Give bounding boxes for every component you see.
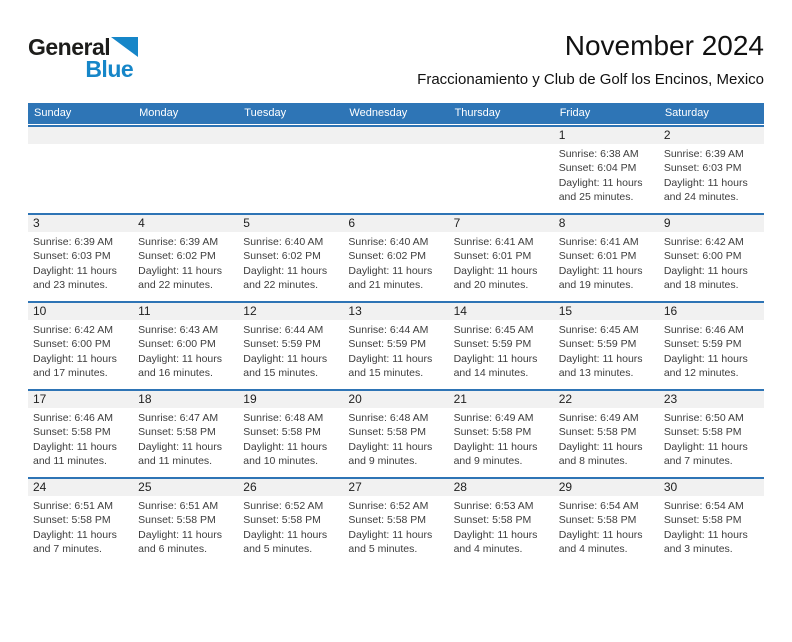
day-cell-details (659, 144, 764, 205)
day-number: 6 (343, 215, 448, 232)
page-subtitle: Fraccionamiento y Club de Golf los Encinos, Mexico (417, 71, 764, 88)
daylight-text-line1: Daylight: 11 hours (33, 528, 117, 541)
day-cell-15 (554, 303, 659, 389)
sunrise-text: Sunrise: 6:41 AM (453, 236, 534, 248)
daylight-text-line2: and 21 minutes. (348, 279, 424, 292)
weekday-tuesday: Tuesday (244, 107, 287, 119)
daylight-text-line2: and 20 minutes. (453, 279, 529, 292)
day-number (449, 127, 554, 144)
day-cell-22 (554, 391, 659, 477)
sunrise-text: Sunrise: 6:51 AM (138, 500, 219, 512)
sunset-text: Sunset: 6:03 PM (33, 250, 111, 263)
day-cell-28 (449, 479, 554, 565)
day-cell-20 (343, 391, 448, 477)
day-number: 9 (659, 215, 764, 232)
sunset-text: Sunset: 5:58 PM (33, 426, 111, 439)
daylight-text-line1: Daylight: 11 hours (558, 352, 643, 365)
logo-text-general: General (28, 34, 111, 60)
sunset-text: Sunset: 5:58 PM (558, 514, 637, 527)
empty-day-cell (28, 127, 133, 213)
sunrise-text: Sunrise: 6:54 AM (558, 500, 639, 512)
day-number: 13 (343, 303, 448, 320)
sunset-text: Sunset: 5:59 PM (558, 338, 637, 351)
daylight-text-line1: Daylight: 11 hours (243, 264, 328, 277)
sunset-text: Sunset: 5:59 PM (243, 338, 321, 351)
daylight-text-line1: Daylight: 11 hours (663, 352, 748, 365)
day-number: 29 (554, 479, 659, 496)
daylight-text-line2: and 15 minutes. (243, 367, 318, 380)
sunset-text: Sunset: 5:58 PM (663, 426, 742, 439)
day-number (343, 127, 448, 144)
day-cell-details (133, 496, 238, 557)
sunrise-text: Sunrise: 6:48 AM (348, 412, 429, 424)
sunrise-text: Sunrise: 6:49 AM (453, 412, 534, 424)
day-cell-details (28, 408, 133, 469)
sunrise-text: Sunrise: 6:38 AM (558, 148, 639, 160)
day-number: 27 (343, 479, 448, 496)
day-cell-details (554, 144, 659, 205)
daylight-text-line1: Daylight: 11 hours (453, 352, 538, 365)
sunset-text: Sunset: 5:59 PM (663, 338, 742, 351)
page-header (28, 30, 764, 103)
daylight-text-line1: Daylight: 11 hours (138, 352, 222, 365)
daylight-text-line1: Daylight: 11 hours (663, 264, 748, 277)
day-cell-details (449, 320, 554, 381)
day-cell-details (133, 232, 238, 293)
daylight-text-line2: and 5 minutes. (243, 543, 313, 556)
daylight-text-line1: Daylight: 11 hours (33, 440, 117, 453)
daylight-text-line2: and 11 minutes. (33, 455, 107, 468)
daylight-text-line2: and 19 minutes. (558, 279, 634, 292)
day-number: 18 (133, 391, 238, 408)
sunrise-text: Sunrise: 6:39 AM (33, 236, 113, 248)
daylight-text-line1: Daylight: 11 hours (663, 528, 748, 541)
sunrise-text: Sunrise: 6:42 AM (663, 236, 744, 248)
sunset-text: Sunset: 6:00 PM (663, 250, 742, 263)
day-cell-details (28, 232, 133, 293)
title-block (417, 30, 764, 88)
logo-text-blue: Blue (85, 56, 134, 82)
day-cell-details (238, 232, 343, 293)
sunset-text: Sunset: 6:03 PM (663, 162, 742, 175)
day-cell-16 (659, 303, 764, 389)
day-cell-details (238, 496, 343, 557)
day-number (28, 127, 133, 144)
day-number: 11 (133, 303, 238, 320)
day-cell-24 (28, 479, 133, 565)
day-cell-10 (28, 303, 133, 389)
sunrise-text: Sunrise: 6:44 AM (243, 324, 324, 336)
sunrise-text: Sunrise: 6:45 AM (453, 324, 534, 336)
day-cell-23 (659, 391, 764, 477)
day-number: 24 (28, 479, 133, 496)
week-row (28, 389, 764, 477)
empty-day-cell (238, 127, 343, 213)
day-cell-13 (343, 303, 448, 389)
sunrise-text: Sunrise: 6:41 AM (558, 236, 639, 248)
day-number: 17 (28, 391, 133, 408)
sunrise-text: Sunrise: 6:46 AM (663, 324, 744, 336)
sunset-text: Sunset: 6:02 PM (243, 250, 321, 263)
day-cell-details (659, 408, 764, 469)
day-number: 19 (238, 391, 343, 408)
day-cell-18 (133, 391, 238, 477)
sunrise-text: Sunrise: 6:48 AM (243, 412, 324, 424)
daylight-text-line1: Daylight: 11 hours (243, 352, 328, 365)
sunrise-text: Sunrise: 6:39 AM (138, 236, 219, 248)
day-cell-27 (343, 479, 448, 565)
day-cell-details (343, 496, 448, 557)
daylight-text-line2: and 15 minutes. (348, 367, 424, 380)
sunset-text: Sunset: 5:58 PM (138, 514, 216, 527)
day-cell-3 (28, 215, 133, 301)
daylight-text-line2: and 9 minutes. (453, 455, 523, 468)
sunrise-text: Sunrise: 6:43 AM (138, 324, 219, 336)
day-number: 5 (238, 215, 343, 232)
daylight-text-line2: and 6 minutes. (138, 543, 208, 556)
daylight-text-line2: and 23 minutes. (33, 279, 108, 292)
calendar-grid (28, 125, 764, 565)
day-cell-21 (449, 391, 554, 477)
daylight-text-line2: and 7 minutes. (33, 543, 102, 556)
daylight-text-line1: Daylight: 11 hours (348, 440, 433, 453)
day-number: 7 (449, 215, 554, 232)
daylight-text-line2: and 7 minutes. (663, 455, 733, 468)
daylight-text-line2: and 10 minutes. (243, 455, 318, 468)
day-number (133, 127, 238, 144)
sunset-text: Sunset: 6:02 PM (348, 250, 427, 263)
weekday-saturday: Saturday (664, 107, 709, 119)
week-row (28, 301, 764, 389)
weekday-friday: Friday (559, 107, 591, 119)
day-cell-details (343, 320, 448, 381)
day-cell-7 (449, 215, 554, 301)
sunset-text: Sunset: 5:58 PM (138, 426, 216, 439)
sunrise-text: Sunrise: 6:42 AM (33, 324, 113, 336)
day-cell-2 (659, 127, 764, 213)
day-cell-5 (238, 215, 343, 301)
daylight-text-line1: Daylight: 11 hours (348, 352, 433, 365)
day-cell-details (659, 320, 764, 381)
sunset-text: Sunset: 5:58 PM (453, 426, 532, 439)
day-number: 10 (28, 303, 133, 320)
day-cell-17 (28, 391, 133, 477)
day-number: 16 (659, 303, 764, 320)
daylight-text-line1: Daylight: 11 hours (138, 440, 222, 453)
sunset-text: Sunset: 5:58 PM (348, 426, 427, 439)
daylight-text-line1: Daylight: 11 hours (663, 440, 748, 453)
sunrise-text: Sunrise: 6:54 AM (663, 500, 744, 512)
sunrise-text: Sunrise: 6:52 AM (243, 500, 324, 512)
empty-day-cell (133, 127, 238, 213)
day-cell-details (343, 408, 448, 469)
daylight-text-line2: and 16 minutes. (138, 367, 213, 380)
sunset-text: Sunset: 6:01 PM (558, 250, 637, 263)
day-number: 1 (554, 127, 659, 144)
day-cell-6 (343, 215, 448, 301)
day-cell-details (238, 320, 343, 381)
day-cell-details (554, 496, 659, 557)
day-cell-details (343, 232, 448, 293)
empty-day-cell (449, 127, 554, 213)
day-number: 25 (133, 479, 238, 496)
sunrise-text: Sunrise: 6:53 AM (453, 500, 534, 512)
daylight-text-line2: and 13 minutes. (558, 367, 634, 380)
daylight-text-line1: Daylight: 11 hours (138, 264, 222, 277)
sunrise-text: Sunrise: 6:47 AM (138, 412, 219, 424)
sunrise-text: Sunrise: 6:49 AM (558, 412, 639, 424)
sunrise-text: Sunrise: 6:40 AM (348, 236, 429, 248)
day-cell-details (659, 496, 764, 557)
day-cell-details (133, 320, 238, 381)
daylight-text-line1: Daylight: 11 hours (453, 264, 538, 277)
daylight-text-line1: Daylight: 11 hours (243, 440, 328, 453)
day-cell-8 (554, 215, 659, 301)
day-cell-30 (659, 479, 764, 565)
day-number (238, 127, 343, 144)
sunset-text: Sunset: 6:00 PM (33, 338, 111, 351)
day-number: 26 (238, 479, 343, 496)
sunrise-text: Sunrise: 6:50 AM (663, 412, 744, 424)
day-cell-details (133, 408, 238, 469)
day-number: 2 (659, 127, 764, 144)
week-row (28, 125, 764, 213)
day-cell-details (449, 232, 554, 293)
day-cell-1 (554, 127, 659, 213)
sunset-text: Sunset: 5:58 PM (33, 514, 111, 527)
day-number: 20 (343, 391, 448, 408)
daylight-text-line2: and 9 minutes. (348, 455, 418, 468)
day-cell-details (28, 320, 133, 381)
daylight-text-line2: and 14 minutes. (453, 367, 529, 380)
day-number: 12 (238, 303, 343, 320)
daylight-text-line2: and 12 minutes. (663, 367, 739, 380)
week-row (28, 477, 764, 565)
sunset-text: Sunset: 5:58 PM (453, 514, 532, 527)
daylight-text-line2: and 22 minutes. (243, 279, 318, 292)
daylight-text-line2: and 25 minutes. (558, 191, 634, 204)
sunrise-text: Sunrise: 6:46 AM (33, 412, 113, 424)
week-row (28, 213, 764, 301)
sunrise-text: Sunrise: 6:51 AM (33, 500, 113, 512)
sunrise-text: Sunrise: 6:45 AM (558, 324, 639, 336)
daylight-text-line2: and 5 minutes. (348, 543, 418, 556)
day-cell-details (449, 496, 554, 557)
sunset-text: Sunset: 5:58 PM (558, 426, 637, 439)
day-cell-25 (133, 479, 238, 565)
weekday-thursday: Thursday (454, 107, 501, 119)
daylight-text-line2: and 4 minutes. (453, 543, 523, 556)
weekday-header (28, 103, 764, 124)
day-cell-26 (238, 479, 343, 565)
sunset-text: Sunset: 6:01 PM (453, 250, 532, 263)
daylight-text-line1: Daylight: 11 hours (33, 264, 117, 277)
sunrise-text: Sunrise: 6:40 AM (243, 236, 324, 248)
day-number: 8 (554, 215, 659, 232)
day-number: 28 (449, 479, 554, 496)
day-cell-12 (238, 303, 343, 389)
daylight-text-line1: Daylight: 11 hours (453, 440, 538, 453)
sunset-text: Sunset: 6:04 PM (558, 162, 637, 175)
weekday-wednesday: Wednesday (349, 107, 408, 119)
daylight-text-line2: and 4 minutes. (558, 543, 628, 556)
daylight-text-line1: Daylight: 11 hours (558, 176, 643, 189)
day-cell-details (28, 496, 133, 557)
daylight-text-line1: Daylight: 11 hours (453, 528, 538, 541)
sunset-text: Sunset: 5:58 PM (243, 426, 321, 439)
day-number: 15 (554, 303, 659, 320)
daylight-text-line2: and 24 minutes. (663, 191, 739, 204)
day-number: 14 (449, 303, 554, 320)
daylight-text-line2: and 8 minutes. (558, 455, 628, 468)
daylight-text-line1: Daylight: 11 hours (558, 264, 643, 277)
sunset-text: Sunset: 5:59 PM (453, 338, 532, 351)
sunset-text: Sunset: 5:58 PM (663, 514, 742, 527)
day-number: 4 (133, 215, 238, 232)
day-cell-4 (133, 215, 238, 301)
daylight-text-line1: Daylight: 11 hours (348, 528, 433, 541)
sunrise-text: Sunrise: 6:52 AM (348, 500, 429, 512)
sunset-text: Sunset: 5:58 PM (348, 514, 427, 527)
day-cell-details (238, 408, 343, 469)
day-number: 21 (449, 391, 554, 408)
daylight-text-line1: Daylight: 11 hours (558, 528, 643, 541)
day-cell-details (449, 408, 554, 469)
daylight-text-line2: and 18 minutes. (663, 279, 739, 292)
daylight-text-line1: Daylight: 11 hours (138, 528, 222, 541)
day-cell-details (554, 320, 659, 381)
sunset-text: Sunset: 6:02 PM (138, 250, 216, 263)
daylight-text-line2: and 17 minutes. (33, 367, 108, 380)
day-number: 23 (659, 391, 764, 408)
weekday-sunday: Sunday (34, 107, 72, 119)
daylight-text-line2: and 3 minutes. (663, 543, 733, 556)
day-cell-details (659, 232, 764, 293)
sunset-text: Sunset: 5:59 PM (348, 338, 427, 351)
daylight-text-line2: and 11 minutes. (138, 455, 213, 468)
day-cell-19 (238, 391, 343, 477)
day-cell-11 (133, 303, 238, 389)
sunset-text: Sunset: 6:00 PM (138, 338, 216, 351)
day-cell-9 (659, 215, 764, 301)
daylight-text-line1: Daylight: 11 hours (348, 264, 433, 277)
weekday-monday: Monday (139, 107, 179, 119)
daylight-text-line1: Daylight: 11 hours (663, 176, 748, 189)
day-number: 22 (554, 391, 659, 408)
general-blue-logo (28, 34, 138, 82)
empty-day-cell (343, 127, 448, 213)
day-cell-14 (449, 303, 554, 389)
sunset-text: Sunset: 5:58 PM (243, 514, 321, 527)
daylight-text-line1: Daylight: 11 hours (33, 352, 117, 365)
page-title: November 2024 (564, 30, 764, 61)
day-cell-29 (554, 479, 659, 565)
day-cell-details (554, 408, 659, 469)
sunrise-text: Sunrise: 6:39 AM (663, 148, 744, 160)
daylight-text-line2: and 22 minutes. (138, 279, 213, 292)
sunrise-text: Sunrise: 6:44 AM (348, 324, 429, 336)
day-cell-details (554, 232, 659, 293)
daylight-text-line1: Daylight: 11 hours (558, 440, 643, 453)
day-number: 30 (659, 479, 764, 496)
daylight-text-line1: Daylight: 11 hours (243, 528, 328, 541)
day-number: 3 (28, 215, 133, 232)
